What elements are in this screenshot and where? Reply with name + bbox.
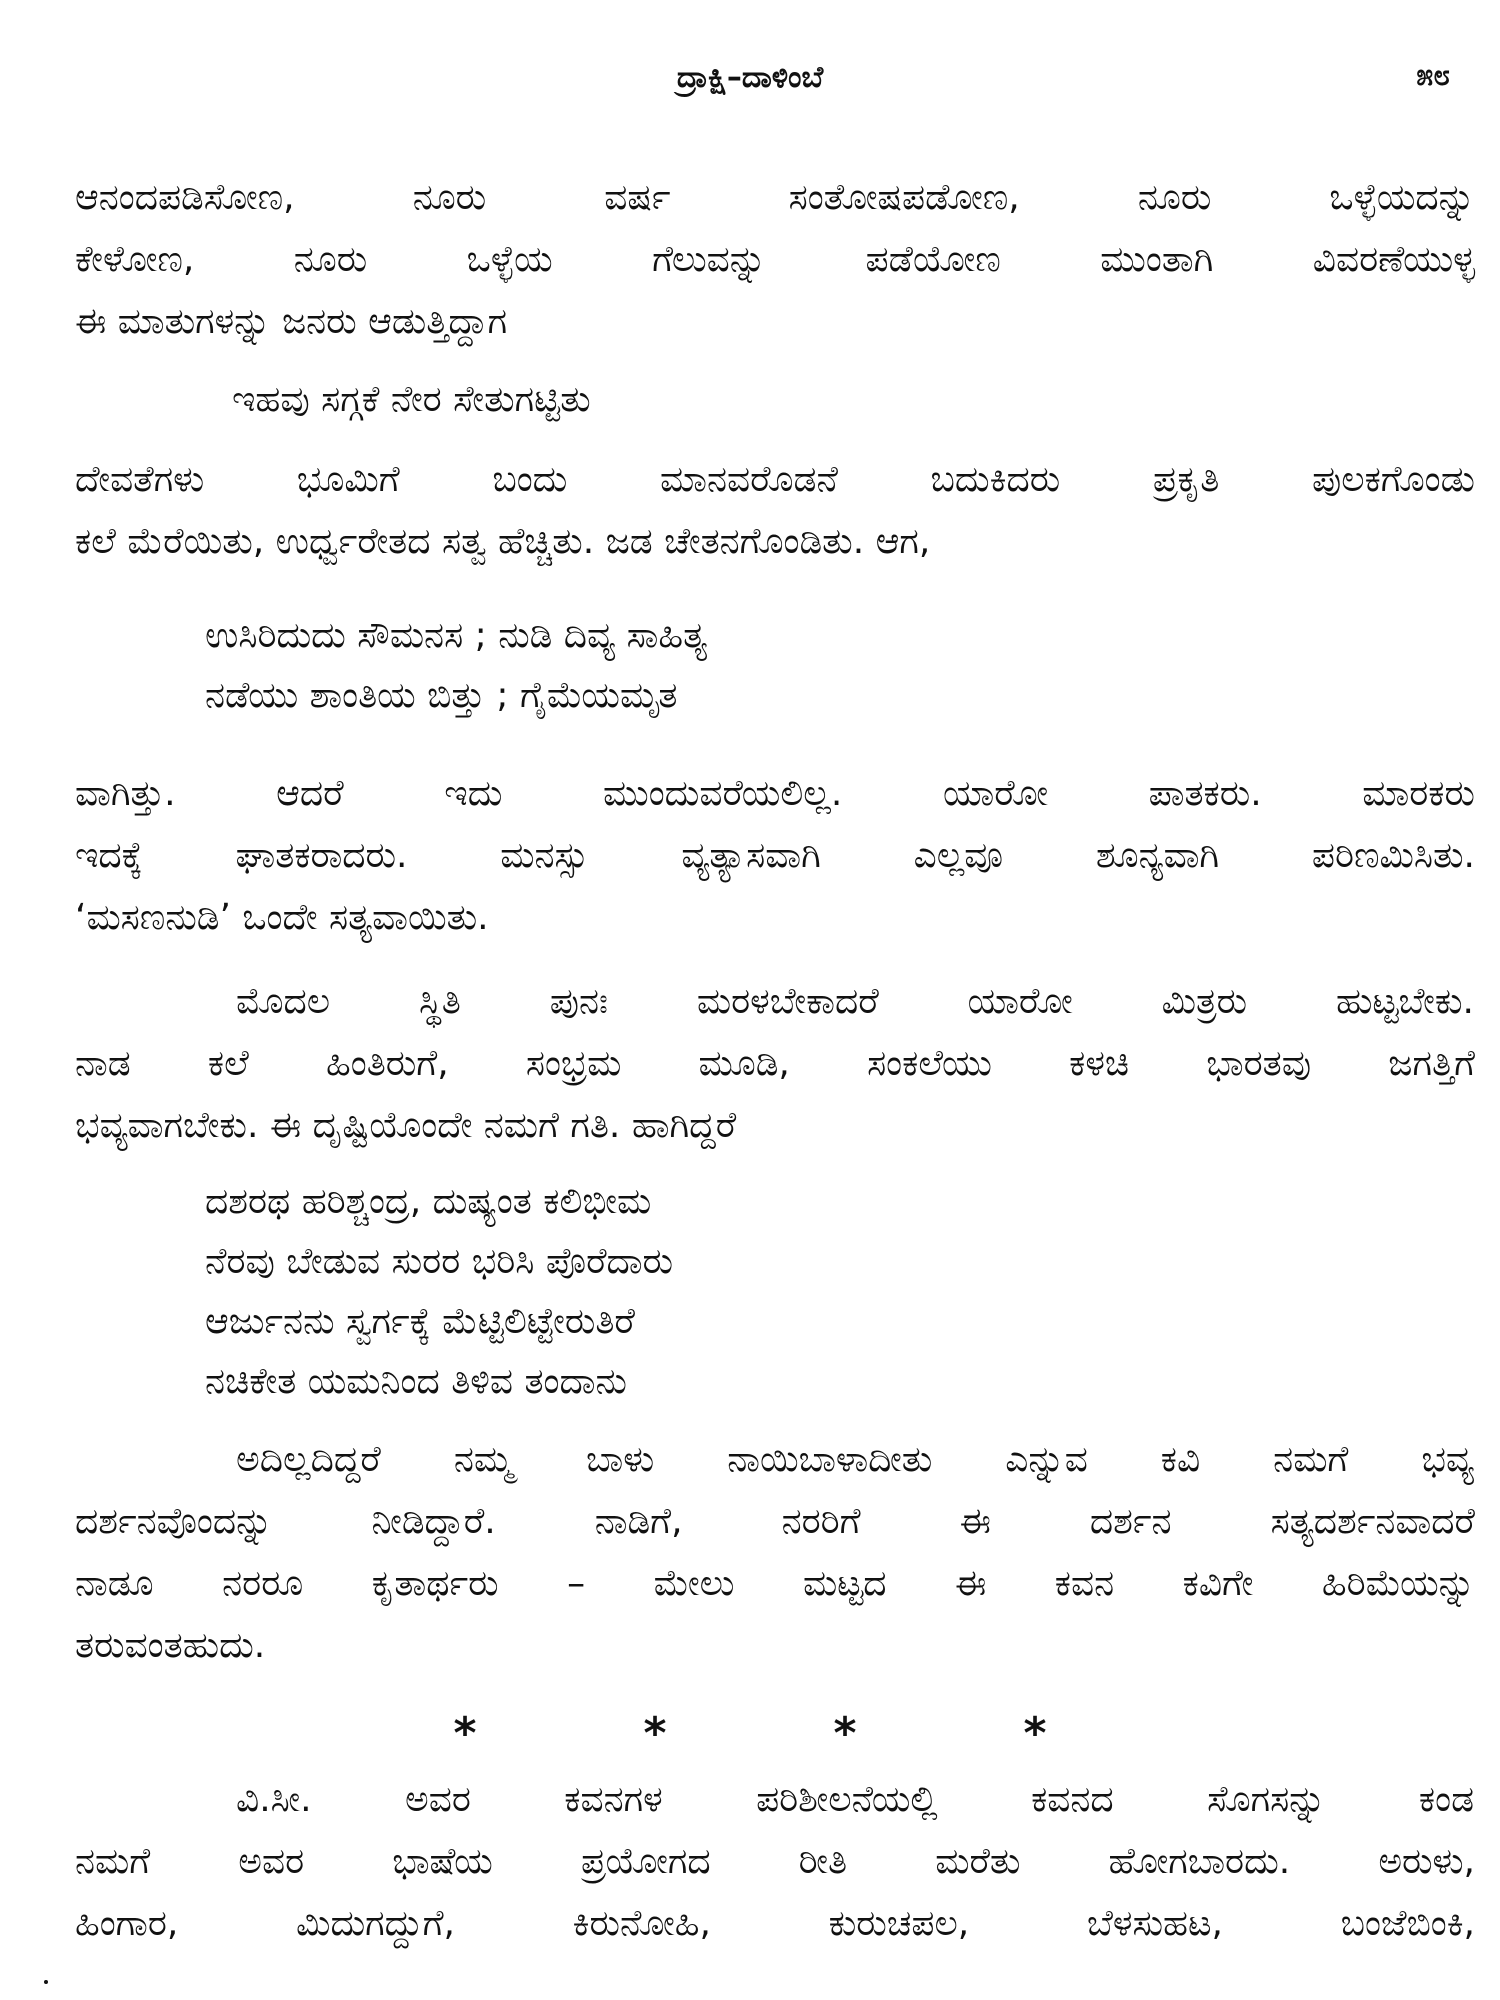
text-line: ಅದಿಲ್ಲದಿದ್ದರೆ ನಮ್ಮ ಬಾಳು ನಾಯಿಬಾಳಾದೀತು ಎನ್ನುವ ಕವಿ ನಮಗೆ ಭವ್ಯ (236, 1439, 1474, 1480)
scan-speck (44, 1980, 48, 1984)
text-line: ನಾಡ ಕಲೆ ಹಿಂತಿರುಗೆ, ಸಂಭ್ರಮ ಮೂಡಿ, ಸಂಕಲೆಯು ಕಳಚಿ ಭಾರತವು ಜಗತ್ತಿಗೆ (75, 1043, 1475, 1084)
text-line: ದೇವತೆಗಳು ಭೂಮಿಗೆ ಬಂದು ಮಾನವರೊಡನೆ ಬದುಕಿದರು ಪ್ರಕೃತಿ ಪುಲಕಗೊಂಡು (75, 459, 1475, 500)
text-line: ನಮಗೆ ಅವರ ಭಾಷೆಯ ಪ್ರಯೋಗದ ರೀತಿ ಮರೆತು ಹೋಗಬಾರದು. ಅರುಳು, (75, 1841, 1475, 1882)
text-line: ನಾಡೂ ನರರೂ ಕೃತಾರ್ಥರು – ಮೇಲು ಮಟ್ಟದ ಈ ಕವನ ಕವಿಗೇ ಹಿರಿಮೆಯನ್ನು (75, 1563, 1475, 1604)
text-line: ಇದಕ್ಕೆ ಘಾತಕರಾದರು. ಮನಸ್ಸು ವ್ಯತ್ಯಾಸವಾಗಿ ಎಲ್ಲವೂ ಶೂನ್ಯವಾಗಿ ಪರಿಣಮಿಸಿತು. (75, 835, 1475, 876)
separator-star: * (833, 1708, 857, 1759)
text-line: ಮೊದಲ ಸ್ಥಿತಿ ಪುನಃ ಮರಳಬೇಕಾದರೆ ಯಾರೋ ಮಿತ್ರರು ಹುಟ್ಟಬೇಕು. (236, 981, 1474, 1022)
page-number: ೫೮ (1416, 58, 1450, 93)
separator-star: * (1023, 1708, 1047, 1759)
text-line: ಭವ್ಯವಾಗಬೇಕು. ಈ ದೃಷ್ಟಿಯೊಂದೇ ನಮಗೆ ಗತಿ. ಹಾಗಿದ್ದರೆ (75, 1105, 737, 1146)
text-line: ವಾಗಿತ್ತು. ಆದರೆ ಇದು ಮುಂದುವರೆಯಲಿಲ್ಲ. ಯಾರೋ ಪಾತಕರು. ಮಾರಕರು (75, 773, 1475, 814)
text-line: ಹಿಂಗಾರ, ಮಿದುಗದ್ದುಗೆ, ಕಿರುನೋಹಿ, ಕುರುಚಪಲ, ಬೆಳಸುಹಟ, ಬಂಜೆಬಿಂಕಿ, (75, 1903, 1475, 1944)
text-line: ತರುವಂತಹುದು. (75, 1625, 266, 1666)
verse-line: ಇಹವು ಸಗ್ಗಕೆ ನೇರ ಸೇತುಗಟ್ಟಿತು (232, 379, 591, 420)
verse-line: ಆರ್ಜುನನು ಸ್ವರ್ಗಕ್ಕೆ ಮೆಟ್ಟಿಲಿಟ್ಟೇರುತಿರೆ (205, 1301, 635, 1342)
text-line: ಆನಂದಪಡಿಸೋಣ, ನೂರು ವರ್ಷ ಸಂತೋಷಪಡೋಣ, ನೂರು ಒಳ್ಳೆಯದನ್ನು (75, 177, 1475, 218)
text-line: ಕಲೆ ಮೆರೆಯಿತು, ಉರ್ಧ್ವರೇತದ ಸತ್ವ ಹೆಚ್ಚಿತು. ಜಡ ಚೇತನಗೊಂಡಿತು. ಆಗ, (75, 521, 931, 562)
verse-line: ಉಸಿರಿದುದು ಸೌಮನಸ ; ನುಡಿ ದಿವ್ಯ ಸಾಹಿತ್ಯ (205, 615, 708, 656)
text-line: ದರ್ಶನವೊಂದನ್ನು ನೀಡಿದ್ದಾರೆ. ನಾಡಿಗೆ, ನರರಿಗೆ ಈ ದರ್ಶನ ಸತ್ಯದರ್ಶನವಾದರೆ (75, 1501, 1475, 1542)
section-separator (0, 1708, 1500, 1759)
running-title: ದ್ರಾಕ್ಷಿ–ದಾಳಿಂಬೆ (676, 60, 824, 95)
separator-star: * (453, 1708, 477, 1759)
verse-line: ದಶರಥ ಹರಿಶ್ಚಂದ್ರ, ದುಷ್ಯಂತ ಕಲಿಭೀಮ (205, 1181, 652, 1222)
text-line: ಈ ಮಾತುಗಳನ್ನು ಜನರು ಆಡುತ್ತಿದ್ದಾಗ (75, 301, 508, 342)
verse-line: ನಚಿಕೇತ ಯಮನಿಂದ ತಿಳಿವ ತಂದಾನು (205, 1361, 627, 1402)
text-line: ‘ಮಸಣನುಡಿ’ ಒಂದೇ ಸತ್ಯವಾಯಿತು. (75, 897, 489, 938)
text-line: ಕೇಳೋಣ, ನೂರು ಒಳ್ಳೆಯ ಗೆಲುವನ್ನು ಪಡೆಯೋಣ ಮುಂತಾಗಿ ವಿವರಣೆಯುಳ್ಳ (75, 239, 1475, 280)
verse-line: ನಡೆಯು ಶಾಂತಿಯ ಬಿತ್ತು ; ಗೈಮೆಯಮೃತ (205, 675, 678, 716)
text-line: ವಿ.ಸೀ. ಅವರ ಕವನಗಳ ಪರಿಶೀಲನೆಯಲ್ಲಿ ಕವನದ ಸೊಗಸನ್ನು ಕಂಡ (236, 1779, 1474, 1820)
separator-star: * (643, 1708, 667, 1759)
verse-line: ನೆರವು ಬೇಡುವ ಸುರರ ಭರಿಸಿ ಪೊರೆದಾರು (205, 1241, 674, 1282)
